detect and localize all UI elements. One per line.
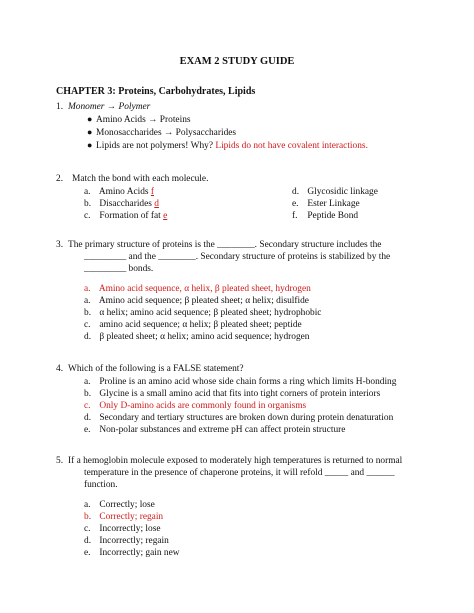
answer-option: d. β pleated sheet; α helix; amino acid sequence; hydrogen [84, 332, 310, 342]
question-number: 1. [56, 102, 64, 112]
answer-option: a. Proline is an amino acid whose side chain forms a ring which limits H-bonding [84, 377, 397, 387]
question-prompt: Which of the following is a FALSE statement? [68, 364, 244, 374]
match-item: c. Formation of fat e [84, 211, 168, 221]
answer-option: e. Non-polar substances and extreme pH can affect protein structure [84, 425, 346, 435]
answer-option-correct: b. Correctly; regain [84, 512, 164, 522]
question-2 [56, 174, 209, 186]
bullet-icon: ● [87, 140, 93, 150]
answer-text: d [154, 199, 159, 209]
list-item: ● Lipids are not polymers! Why? Lipids do not have covalent interactions. [87, 140, 368, 151]
question-prompt: Match the bond with each molecule. [72, 174, 209, 184]
bullet-icon: ● [87, 127, 93, 137]
bullet-icon: ● [87, 114, 93, 124]
answer-option: c. amino acid sequence; α helix; β pleated sheet; peptide [84, 320, 302, 330]
question-number: 3. [56, 240, 64, 250]
answer-text: Lipids do not have covalent interactions. [215, 141, 368, 151]
question-text-line: function. [84, 480, 118, 490]
list-item: ● Monosaccharides → Polysaccharides [87, 127, 237, 138]
question-number: 2. [56, 174, 64, 184]
chapter-heading: CHAPTER 3: Proteins, Carbohydrates, Lipids [56, 86, 256, 97]
answer-option-correct: c. Only D-amino acids are commonly found in organisms [84, 401, 307, 411]
page-title: EXAM 2 STUDY GUIDE [179, 56, 295, 67]
question-5 [56, 456, 448, 468]
answer-text: e [163, 211, 168, 221]
answer-option: a. Amino acid sequence; β pleated sheet; α helix; disulfide [84, 296, 309, 306]
answer-option: e. Incorrectly; gain new [84, 548, 180, 558]
question-heading: Monomer → Polymer [68, 102, 151, 112]
answer-option: b. Glycine is a small amino acid that fits into tight corners of protein interiors [84, 389, 381, 399]
match-item: d. Glycosidic linkage [292, 187, 378, 197]
match-item: b. Disaccharides d [84, 199, 159, 209]
question-4 [56, 364, 244, 376]
question-text-line: _________ and the ________. Secondary structure of proteins is stabilized by the [84, 252, 391, 262]
question-text-line: temperature in the presence of chaperone proteins, it will refold _____ and ______ [84, 468, 395, 478]
answer-text: f [150, 187, 155, 197]
match-item: f. Peptide Bond [292, 211, 359, 221]
match-item: e. Ester Linkage [292, 199, 360, 209]
answer-option: d. Incorrectly; regain [84, 536, 169, 546]
answer-option: a. Correctly; lose [84, 500, 155, 510]
answer-option: b. α helix; amino acid sequence; β pleated sheet; hydrophobic [84, 308, 322, 318]
question-1 [56, 102, 151, 114]
question-3 [56, 240, 428, 252]
question-text-line: The primary structure of proteins is the ________. Secondary structure includes the [68, 240, 382, 250]
match-item: a. Amino Acids f [84, 187, 155, 197]
answer-option: d. Secondary and tertiary structures are broken down during protein denaturation [84, 413, 394, 423]
answer-option-correct: a. Amino acid sequence, α helix, β pleated sheet, hydrogen [84, 284, 311, 294]
question-number: 5. [56, 456, 64, 466]
question-text-line: If a hemoglobin molecule exposed to moderately high temperatures is returned to normal [68, 456, 403, 466]
list-item: ● Amino Acids → Proteins [87, 114, 191, 125]
question-text-line: _________ bonds. [84, 264, 154, 274]
answer-option: c. Incorrectly; lose [84, 524, 161, 534]
question-number: 4. [56, 364, 64, 374]
